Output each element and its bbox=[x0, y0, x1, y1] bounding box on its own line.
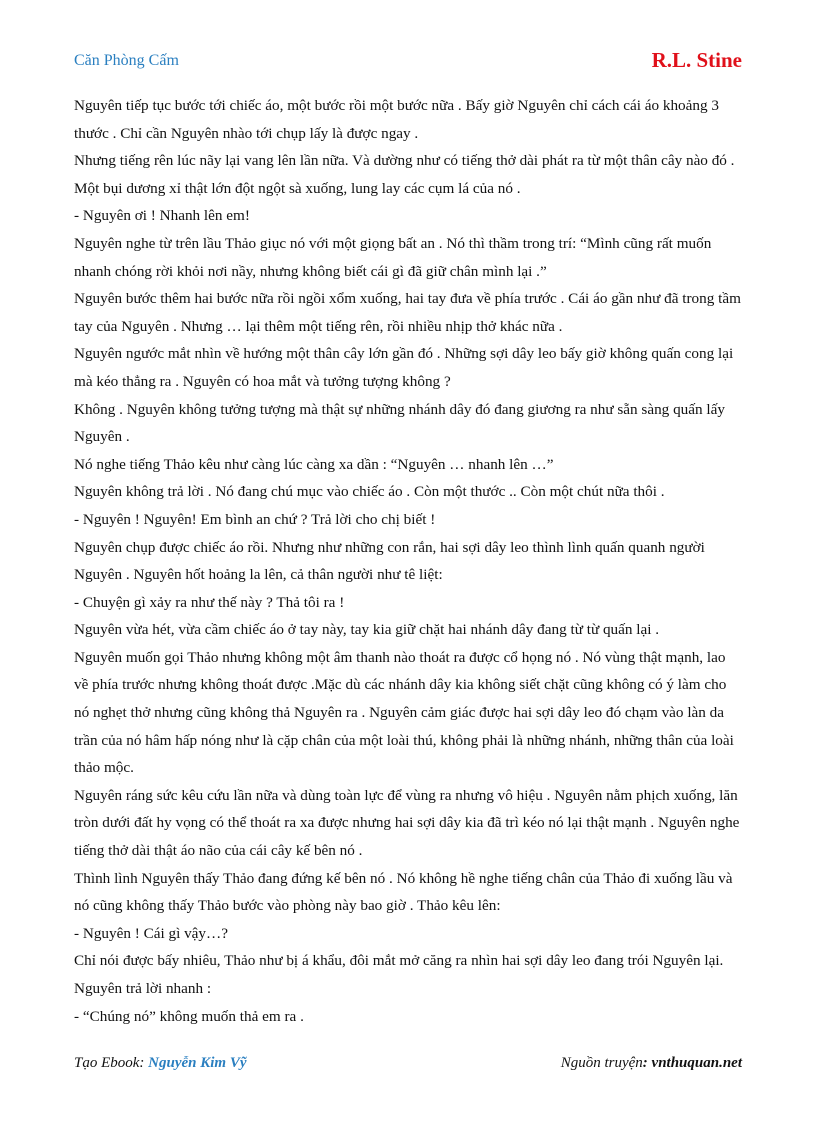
paragraph: Chỉ nói được bấy nhiêu, Thảo như bị á khẩu, đôi mắt mở căng ra nhìn hai sợi dây leo đang trói Nguyên lại. Nguyên trả lời nhanh : bbox=[74, 952, 724, 997]
paragraph: - Nguyên ! Cái gì vậy…? bbox=[74, 924, 228, 942]
paragraph: - Chuyện gì xảy ra như thế này ? Thả tôi ra ! bbox=[74, 593, 345, 611]
paragraph: Nguyên muốn gọi Thảo nhưng không một âm thanh nào thoát ra được cổ họng nó . Nó vùng thật mạnh, lao về phía trước nhưng không thoát được .Mặc dù các nhánh dây kia không siết chặt cũng không có ý làm cho nó nghẹt thở nhưng cũng không thả Nguyên ra . Nguyên cảm giác được hai sợi dây leo đó chạm vào làn da trần của nó hâm hấp nóng như là cặp chân của một loài thú, không phải là những nhánh, những thân của loài thảo mộc. bbox=[74, 648, 734, 777]
paragraph: Nguyên không trả lời . Nó đang chú mục vào chiếc áo . Còn một thước .. Còn một chút nữa thôi . bbox=[74, 483, 665, 501]
story-text bbox=[74, 92, 742, 1030]
source-credit bbox=[561, 1055, 742, 1072]
paragraph: - “Chúng nó” không muốn thả em ra . bbox=[74, 1007, 304, 1025]
paragraph: Nguyên chụp được chiếc áo rồi. Nhưng như những con rắn, hai sợi dây leo thình lình quấn quanh người Nguyên . Nguyên hốt hoảng la lên, cả thân người như tê liệt: bbox=[74, 538, 705, 584]
paragraph: Nó nghe tiếng Thảo kêu như càng lúc càng xa dần : “Nguyên … nhanh lên …” bbox=[74, 455, 554, 473]
paragraph: Nguyên ngước mắt nhìn về hướng một thân cây lớn gần đó . Những sợi dây leo bấy giờ không quấn cong lại mà kéo thẳng ra . Nguyên có hoa mắt và tưởng tượng không ? bbox=[74, 345, 734, 390]
paragraph: Nguyên vừa hét, vừa cầm chiếc áo ở tay này, tay kia giữ chặt hai nhánh dây đang từ từ quấn lại . bbox=[74, 621, 660, 639]
paragraph: - Nguyên ơi ! Nhanh lên em! bbox=[74, 207, 250, 225]
paragraph: Nguyên nghe từ trên lầu Thảo giục nó với một giọng bất an . Nó thì thầm trong trí: “Mình cũng rất muốn nhanh chóng rời khỏi nơi nầy, nhưng không biết cái gì đã giữ chân mình lại .” bbox=[74, 234, 712, 280]
ebook-creator: Nguyễn Kim Vỹ bbox=[148, 1055, 247, 1071]
paragraph: Nguyên ráng sức kêu cứu lần nữa và dùng toàn lực để vùng ra nhưng vô hiệu . Nguyên nằm phịch xuống, lăn tròn dưới đất hy vọng có thể thoát ra xa được nhưng hai sợi dây kia đã trì kéo nó lại thật mạnh . Nguyên nghe tiếng thở dài thật áo não của cái cây kế bên nó . bbox=[74, 786, 740, 860]
book-title: Căn Phòng Cấm bbox=[74, 52, 179, 69]
paragraph: Nguyên tiếp tục bước tới chiếc áo, một bước rồi một bước nữa . Bấy giờ Nguyên chỉ cách cái áo khoảng 3 thước . Chỉ cần Nguyên nhào tới chụp lấy là được ngay . bbox=[74, 97, 719, 142]
author-name: R.L. Stine bbox=[651, 48, 742, 72]
source-label: Nguồn truyện bbox=[560, 1055, 643, 1071]
paragraph: Không . Nguyên không tưởng tượng mà thật sự những nhánh dây đó đang giương ra như sẵn sàng quấn lấy Nguyên . bbox=[74, 400, 725, 446]
paragraph: Nguyên bước thêm hai bước nữa rồi ngồi xổm xuống, hai tay đưa về phía trước . Cái áo gần như đã trong tầm tay của Nguyên . Nhưng … lại thêm một tiếng rên, rồi nhiều nhịp thở khác nữa . bbox=[74, 290, 741, 335]
paragraph: Nhưng tiếng rên lúc nãy lại vang lên lần nữa. Và dường như có tiếng thở dài phát ra từ một thân cây nào đó . Một bụi dương xỉ thật lớn đột ngột sà xuống, lung lay các cụm lá của nó . bbox=[74, 152, 735, 197]
page-header bbox=[74, 48, 742, 78]
source-separator: : bbox=[642, 1055, 652, 1071]
source-site: vnthuquan.net bbox=[651, 1055, 742, 1071]
ebook-credit bbox=[74, 1055, 247, 1072]
ebook-label: Tạo Ebook bbox=[74, 1055, 140, 1071]
paragraph: Thình lình Nguyên thấy Thảo đang đứng kế bên nó . Nó không hề nghe tiếng chân của Thảo đi xuống lầu và nó cũng không thấy Thảo bước vào phòng này bao giờ . Thảo kêu lên: bbox=[74, 869, 733, 915]
ebook-separator: : bbox=[139, 1055, 149, 1071]
paragraph: - Nguyên ! Nguyên! Em bình an chứ ? Trả lời cho chị biết ! bbox=[74, 510, 436, 528]
